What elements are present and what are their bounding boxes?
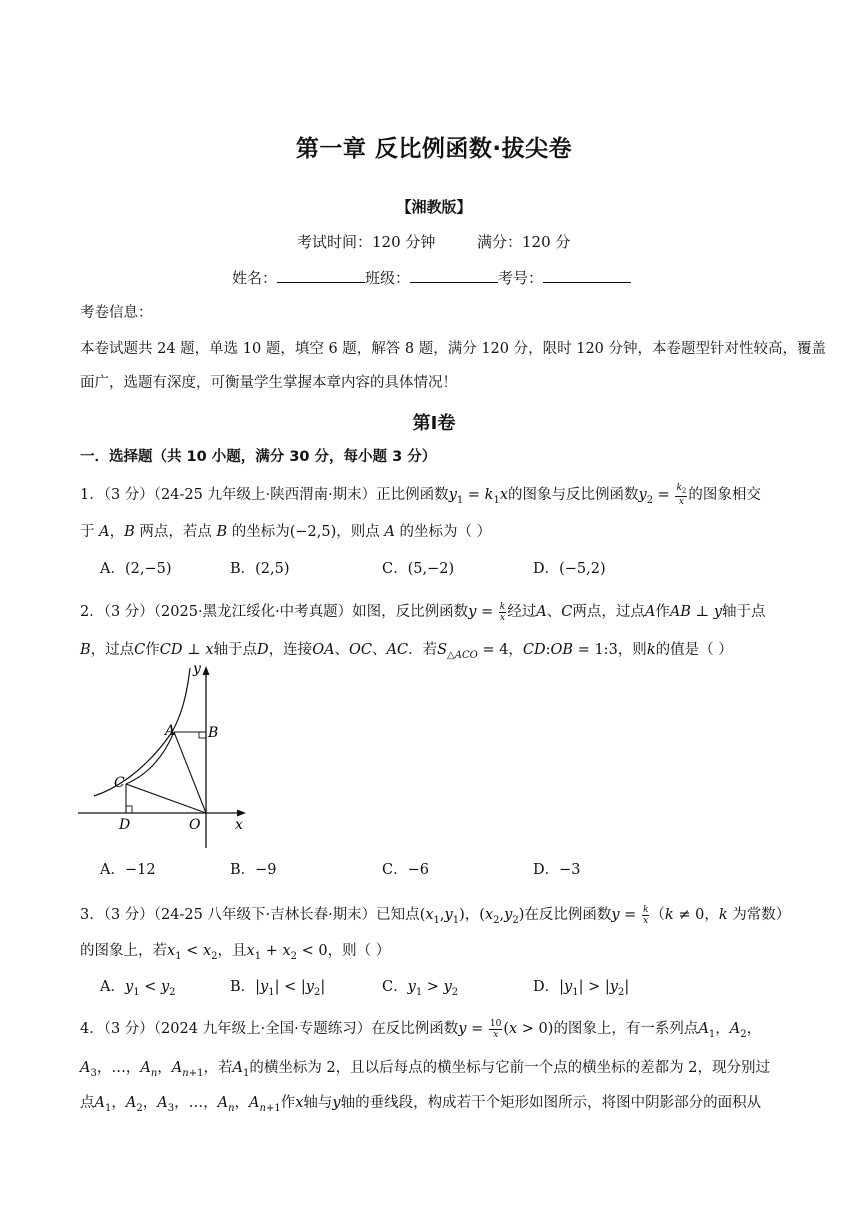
- segment-oa: [174, 732, 206, 813]
- page-title: 第一章 反比例函数·拔尖卷: [295, 136, 573, 162]
- label-c: C: [114, 775, 125, 791]
- q2-line-1: 2．（3 分）（2025·黑龙江绥化·中考真题）如图，反比例函数y = $\frac{k}{x}$ 经过A、C两点，过点A作AB ⊥ y轴于点: [80, 601, 766, 623]
- q2-option-d[interactable]: D．−3: [533, 862, 581, 878]
- name-blank[interactable]: [277, 268, 365, 283]
- right-angle-mark-b: [199, 732, 206, 738]
- info-line-1: 本卷试题共 24 题，单选 10 题，填空 6 题，解答 8 题，满分 120 分，限时 120 分钟，本卷题型针对性较高，覆盖: [80, 341, 827, 357]
- name-label: 姓名：: [232, 269, 278, 287]
- label-a: A: [165, 723, 176, 739]
- section-heading: 一．选择题（共 10 小题，满分 30 分，每小题 3 分）: [80, 449, 437, 465]
- label-b: B: [208, 725, 219, 741]
- right-angle-mark-d: [126, 806, 132, 813]
- q2-option-a[interactable]: A．−12: [100, 862, 156, 878]
- label-o: O: [189, 817, 201, 833]
- q4-line-1: 4．（3 分）（2024 九年级上·全国·专题练习）在反比例函数y = $\frac{10}{x}$ (x > 0)的图象上，有一系列点$A_1$，$A_2$，: [80, 1018, 762, 1040]
- class-blank[interactable]: [410, 268, 498, 283]
- q1-option-a[interactable]: A．(2,−5): [100, 561, 172, 577]
- info-heading: 考卷信息：: [80, 305, 153, 321]
- q3-option-a[interactable]: A．$y_1 < y_2$: [100, 979, 176, 998]
- q3-option-d[interactable]: D．$|y_1| > |y_2|$: [533, 979, 630, 998]
- q1-line-1: 1．（3 分）（24-25 九年级上·陕西渭南·期末）正比例函数$y_1 = k_1x$的图象与反比例函数$y_2$ = $\frac{k_2}{x}$ 的图象相交: [80, 483, 761, 507]
- q1-option-b[interactable]: B．(2,5): [230, 561, 290, 577]
- q2-option-b[interactable]: B．−9: [230, 862, 277, 878]
- number-blank[interactable]: [543, 268, 631, 283]
- label-y: y: [193, 661, 201, 677]
- segment-oc: [126, 784, 206, 813]
- q2-option-c[interactable]: C．−6: [382, 862, 429, 878]
- q3-option-c[interactable]: C．$y_1 > y_2$: [382, 979, 459, 998]
- q3-line-1: 3．（3 分）（24-25 八年级下·吉林长春·期末）已知点$(x_1,y_1)$，$(x_2,y_2)$在反比例函数y = $\frac{k}{x}$ （k ≠ 0，k 为常数）: [80, 904, 791, 926]
- exam-time: 考试时间：120 分钟: [297, 233, 436, 251]
- label-d: D: [119, 817, 131, 833]
- q3-option-b[interactable]: B．$|y_1| < |y_2|$: [230, 979, 326, 998]
- q1-line-2: 于 A，B 两点，若点 B 的坐标为(−2,5)，则点 A 的坐标为（ ）: [80, 524, 492, 540]
- label-x: x: [235, 817, 243, 833]
- edition-label: 【湘教版】: [396, 198, 472, 216]
- q4-line-3: 点$A_1$，$A_2$，$A_3$，…，$A_n$，$A_{n+1}$作x轴与y轴的垂线段，构成若干个矩形如图所示，将图中阴影部分的面积从: [80, 1095, 762, 1114]
- q1-option-d[interactable]: D．(−5,2): [533, 561, 606, 577]
- x-axis-arrow-icon: [237, 810, 246, 817]
- volume-heading: 第Ⅰ卷: [412, 413, 456, 434]
- number-label: 考号：: [498, 269, 544, 287]
- full-score: 满分：120 分: [477, 233, 571, 251]
- q2-line-2: B，过点C作CD ⊥ x轴于点D，连接OA、OC、AC．若$S_{\triangle ACO} = 4$，CD:OB = 1:3，则k的值是（ ）: [80, 642, 733, 661]
- q2-figure: [74, 656, 254, 852]
- q3-line-2: 的图象上，若$x_1 < x_2$，且$x_1 + x_2 < 0$，则（ ）: [80, 943, 391, 962]
- info-line-2: 面广，选题有深度，可衡量学生掌握本章内容的具体情况！: [80, 375, 457, 391]
- q4-line-2: $A_3$，…，$A_n$，$A_{n+1}$，若$A_1$的横坐标为 2，且以后每点的横坐标与它前一个点的横坐标的差都为 2，现分别过: [80, 1060, 771, 1079]
- class-label: 班级：: [365, 269, 411, 287]
- y-axis-arrow-icon: [203, 666, 210, 675]
- q1-option-c[interactable]: C．(5,−2): [382, 561, 455, 577]
- student-info-line: [232, 267, 631, 288]
